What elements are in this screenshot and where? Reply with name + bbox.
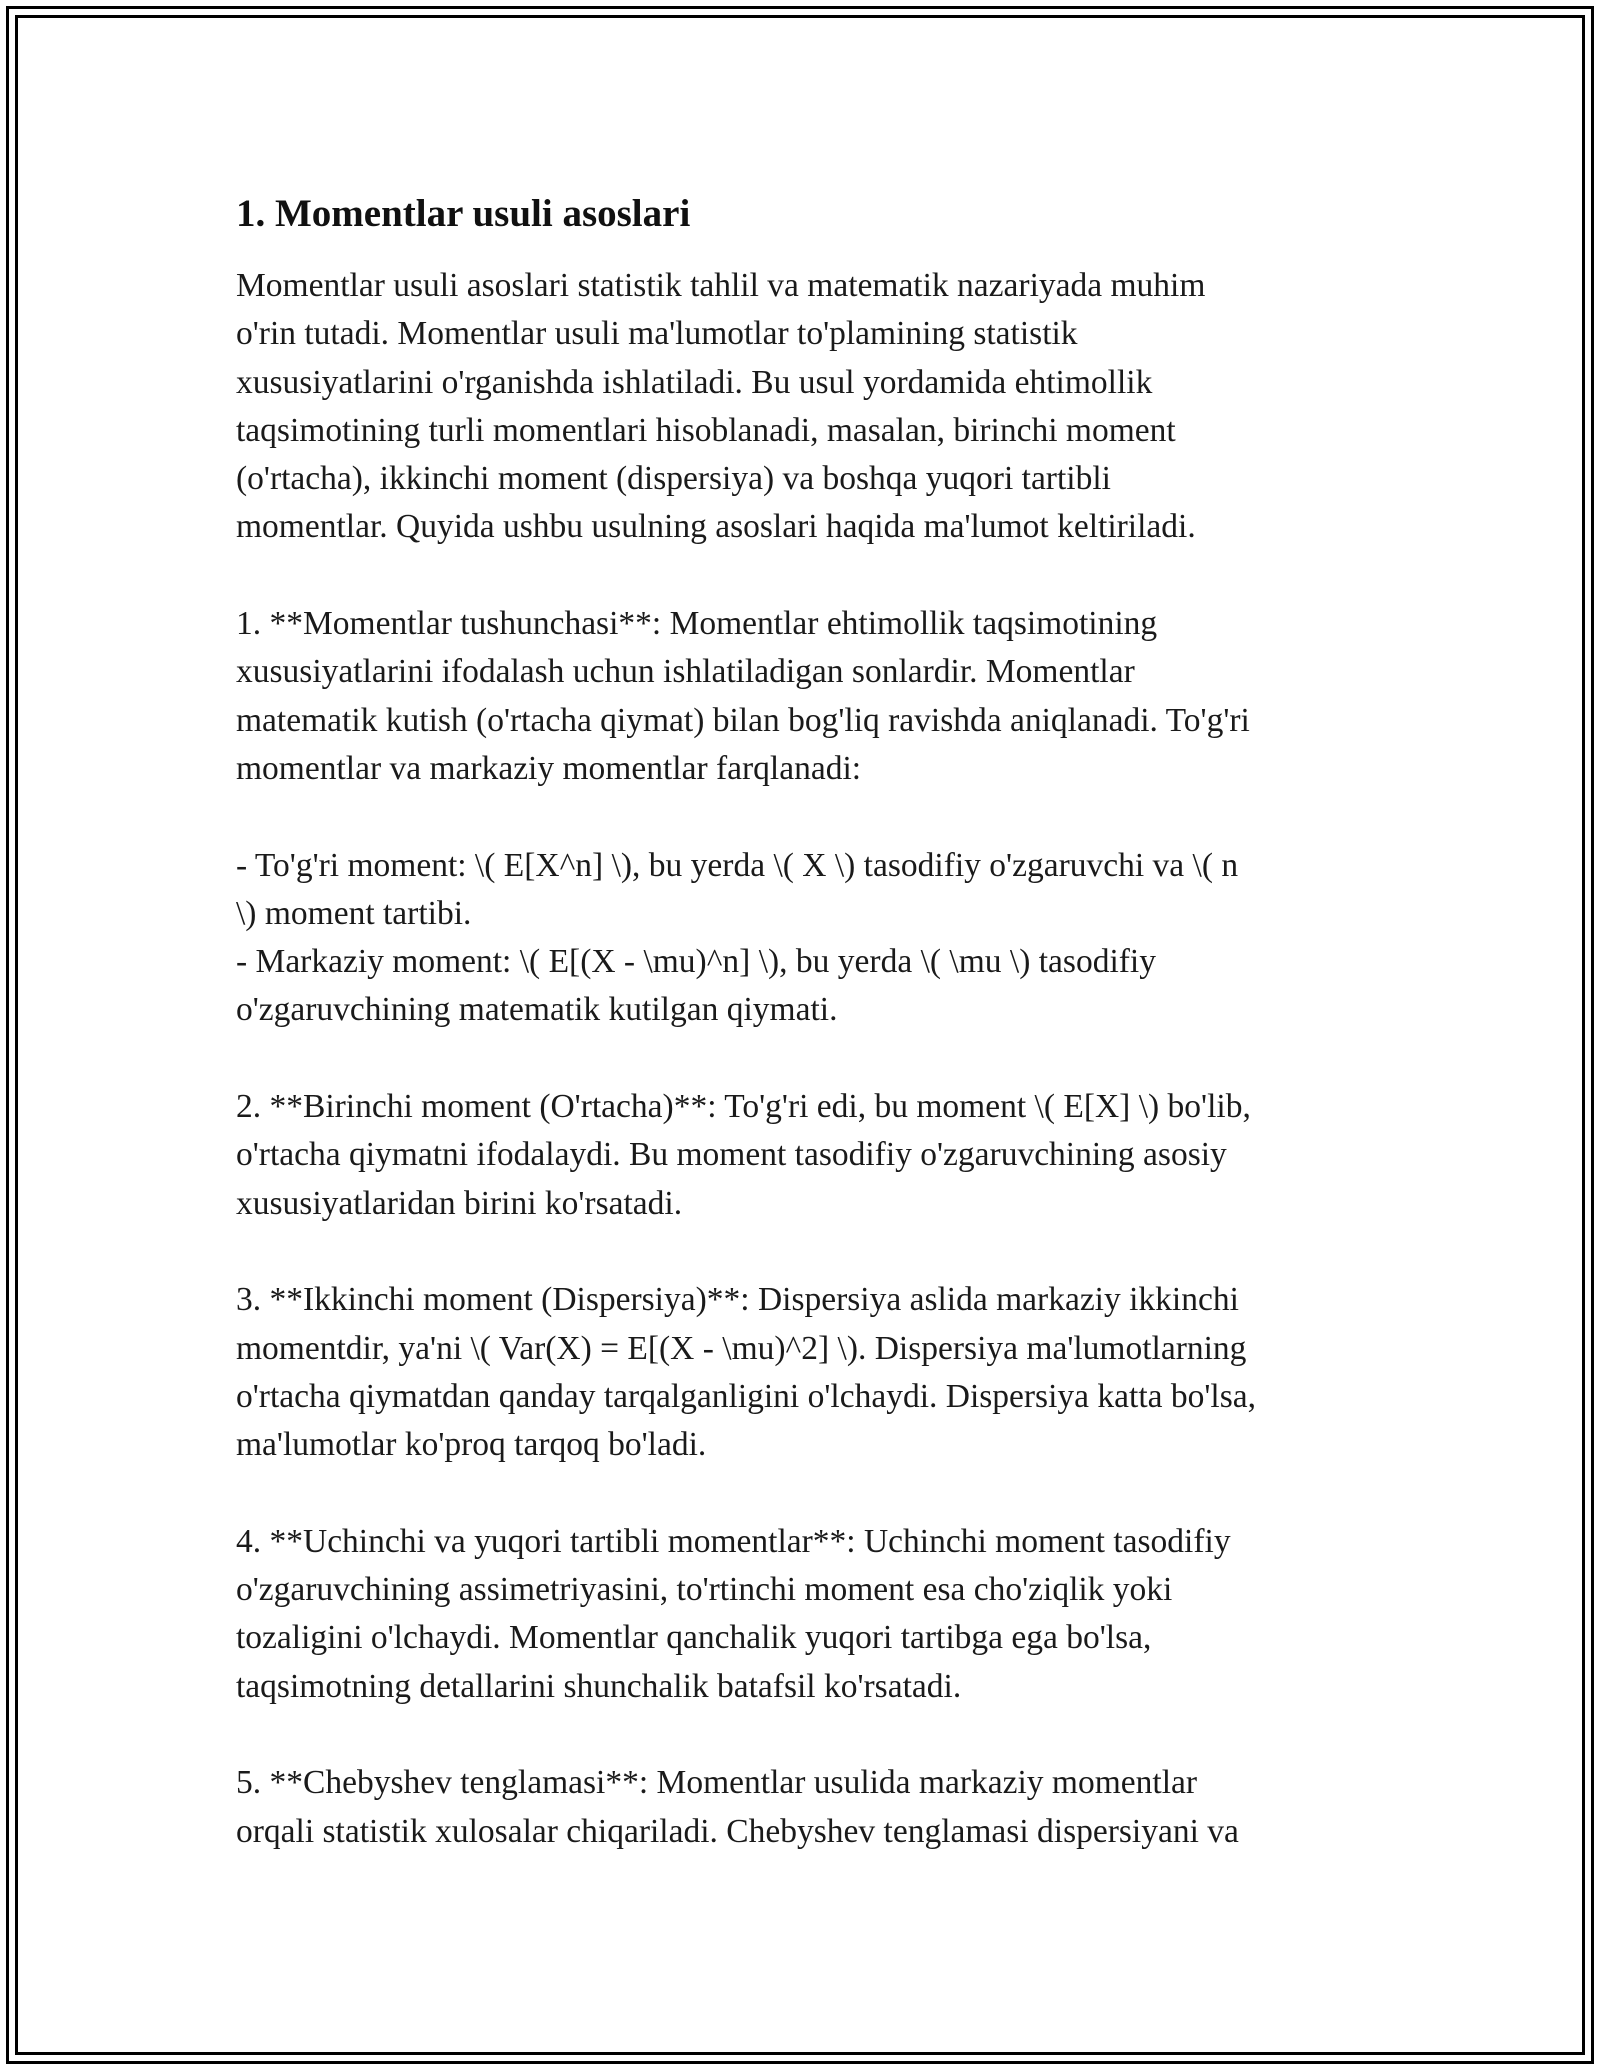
spacer: [236, 242, 1386, 262]
intro-paragraph: Momentlar usuli asoslari statistik tahlil va matematik nazariyada muhim o'rin tutadi. Momentlar usuli ma'lumotlar to'plamining statistik xususiyatlarini o'rganishda ishlatiladi. Bu usul yordamida ehtimollik taqsimotining turli momentlari hisoblanadi, masalan, birinchi moment (o'rtacha), ikkinchi moment (dispersiya) va boshqa yuqori tartibli momentlar. Quyida ushbu usulning asoslari haqida ma'lumot keltiriladi.: [236, 267, 1206, 546]
document-body: [236, 186, 1386, 1856]
spacer: [236, 1228, 1386, 1276]
spacer: [236, 1711, 1386, 1759]
item-1-moment-definitions: - To'g'ri moment: \( E[X^n] \), bu yerda \( X \) tasodifiy o'zgaruvchi va \( n \) moment tartibi. - Markaziy moment: \( E[(X - \mu)^n] \), bu yerda \( \mu \) tasodifiy o'zgaruvchining matematik kutilgan qiymati.: [236, 846, 1239, 1029]
spacer: [236, 1035, 1386, 1083]
item-3-second-moment: 3. **Ikkinchi moment (Dispersiya)**: Dispersiya aslida markaziy ikkinchi momentdir, ya'ni \( Var(X) = E[(X - \mu)^2] \). Dispersiya ma'lumotlarning o'rtacha qiymatdan qanday tarqalganligini o'lchaydi. Dispersiya katta bo'lsa, ma'lumotlar ko'proq tarqoq bo'ladi.: [236, 1281, 1256, 1464]
item-2-first-moment: 2. **Birinchi moment (O'rtacha)**: To'g'ri edi, bu moment \( E[X] \) bo'lib, o'rtacha qiymatni ifodalaydi. Bu moment tasodifiy o'zgaruvchining asosiy xususiyatlaridan birini ko'rsatadi.: [236, 1088, 1251, 1222]
item-1-moments-concept: 1. **Momentlar tushunchasi**: Momentlar ehtimollik taqsimotining xususiyatlarini ifodalash uchun ishlatiladigan sonlardir. Momentlar matematik kutish (o'rtacha qiymat) bilan bog'liq ravishda aniqlanadi. To'g'ri momentlar va markaziy momentlar farqlanadi:: [236, 605, 1250, 787]
spacer: [236, 1469, 1386, 1517]
spacer: [236, 793, 1386, 841]
item-4-higher-moments: 4. **Uchinchi va yuqori tartibli momentlar**: Uchinchi moment tasodifiy o'zgaruvchining assimetriyasini, to'rtinchi moment esa cho'ziqlik yoki tozaligini o'lchaydi. Momentlar qanchalik yuqori tartibga ega bo'lsa, taqsimotning detallarini shunchalik batafsil ko'rsatadi.: [236, 1522, 1231, 1705]
item-5-chebyshev: 5. **Chebyshev tenglamasi**: Momentlar usulida markaziy momentlar orqali statistik xulosalar chiqariladi. Chebyshev tenglamasi dispersiyani va: [236, 1764, 1239, 1850]
spacer: [236, 552, 1386, 600]
section-heading: 1. Momentlar usuli asoslari: [236, 192, 691, 235]
